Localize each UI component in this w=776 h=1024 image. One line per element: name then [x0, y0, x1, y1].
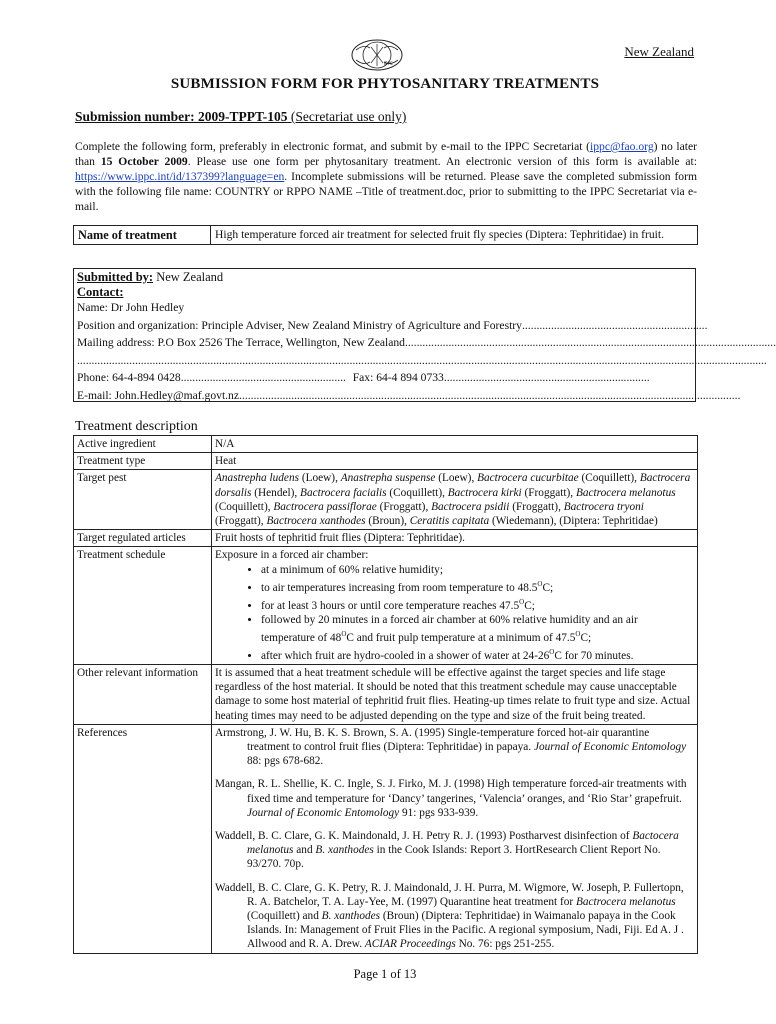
- list-item: Waddell, B. C. Clare, G. K. Petry, R. J. Maindonald, J. H. Purra, M. Wigmore, W. Joseph, P. Fullertopn, R. A. Batchelor, T. A. Lay-Yee, M. (1997) Quarantine heat treatment for Bactrocera melanotus (Coquillett) and B. xanthodes (Broun) (Diptera: Tephritidae) in Waimanalo papaya in the Cook Islands. In: Management of Fruit Flies in the Pacific. A regional symposium, Nadi, Fiji. Ed A. J . Allwood and R. A. Drew. ACIAR Proceedings No. 76: pgs 251-255.: [215, 881, 684, 951]
- treatment-schedule-label: Treatment schedule: [74, 547, 212, 664]
- active-ingredient-label: Active ingredient: [74, 436, 212, 453]
- submitted-by-label: Submitted by:: [77, 270, 154, 284]
- instructions-paragraph: Complete the following form, preferably in electronic format, and submit by e-mail to the IPPC Secretariat (ippc@fao.org) no later than 15 October 2009. Please use one form per phytosanitary treatment. An electronic version of this form is available at: https://www.ippc.int/id/137399?language=en. Incomplete submissions will be returned. Please save the completed submission form with the following file name: COUNTRY or RPPO NAME –Title of treatment.doc, prior to submitting to the IPPC Secretariat via e-mail.: [75, 140, 698, 213]
- list-item: • for at least 3 hours or until core temperature reaches $47.5^OC$;: [261, 595, 694, 613]
- other-info-label: Other relevant information: [74, 664, 212, 724]
- list-item: Mangan, R. L. Shellie, K. C. Ingle, S. J. Firko, M. J. (1998) High temperature forced-air treatments with fixed time and temperature for ‘Dancy’ tangerines, ‘Valencia’ oranges, and ‘Rio Star’ grapefruit. Journal of Economic Entomology 91: pgs 933-939.: [215, 778, 687, 819]
- contact-mailing-address: Mailing address: P.O Box 2526 The Terrace, Wellington, New Zealand: [77, 336, 405, 349]
- contact-email: E-mail: John.Hedley@maf.govt.nz: [77, 388, 240, 402]
- list-item: • at a minimum of 60% relative humidity;: [261, 563, 694, 577]
- schedule-list: [215, 563, 694, 663]
- contact-fax: Fax: 64-4 894 0733: [352, 371, 444, 384]
- contact-label: Contact:: [77, 284, 124, 299]
- contact-phone: Phone: 64-4-894 0428: [77, 371, 181, 384]
- active-ingredient-value: N/A: [212, 436, 698, 453]
- page-number: Page 1 of 13: [353, 967, 417, 981]
- form-title: SUBMISSION FORM FOR PHYTOSANITARY TREATMENTS: [170, 76, 600, 92]
- references-value: [212, 724, 698, 953]
- treatment-type-value: Heat: [212, 453, 698, 470]
- treatment-type-label: Treatment type: [74, 453, 212, 470]
- treatment-name-label: Name of treatment: [74, 226, 211, 245]
- list-item: • after which fruit are hydro-cooled in a shower of water at $24-26^OC$ for 70 minutes.: [261, 645, 694, 663]
- target-regulated-articles-value: Fruit hosts of tephritid fruit flies (Diptera: Tephritidae).: [212, 530, 698, 547]
- submitted-by-section: Submitted by: New Zealand Contact: Name: Dr John Hedley Position and organization: Principle Adviser, New Zealand Ministry of Agriculture and Forestry ................................................................ Mailing address: P.O Box 2526 The Terrace, Wellington, New Zealand ................................................................................................................................ .............................................................................................................................................................................................................................................. Phone: 64-4-894 0428 ......................................................... Fax: 64-4 894 0733 ....................................................................... E-mail: John.Hedley@maf.govt.nz .............................................................................................................................................................................: [73, 268, 696, 402]
- contact-name: Name: Dr John Hedley: [77, 301, 185, 314]
- references-label: References: [74, 724, 212, 953]
- list-item: Waddell, B. C. Clare, G. K. Maindonald, J. H. Petry R. J. (1993) Postharvest disinfection of Bactocera melanotus and B. xanthodes in the Cook Islands: Report 3. HortResearch Client Report No. 93/270. 70p.: [215, 829, 679, 871]
- target-regulated-articles-label: Target regulated articles: [74, 530, 212, 547]
- email-link[interactable]: ippc@fao.org: [590, 140, 654, 153]
- list-item: • to air temperatures increasing from room temperature to $48.5^OC$;: [261, 577, 694, 595]
- svg-text:IPPC: IPPC: [384, 61, 393, 66]
- ippc-logo-icon: [350, 38, 404, 72]
- treatment-schedule-value: Exposure in a forced air chamber: • at a minimum of 60% relative humidity; • to air temperatures increasing from room temperature to $48.5^OC$; • for at least 3 hours or until core temperature reaches $47.5^OC$; • followed by 20 minutes in a forced air chamber at 60% relative humidity and an air temperature of $48^OC$ and fruit pulp temperature at a minimum of $47.5^OC$; • after which fruit are hydro-cooled in a shower of water at $24-26^OC$ for 70 minutes.: [212, 547, 698, 664]
- treatment-description-heading: Treatment description: [75, 419, 198, 434]
- contact-position: Position and organization: Principle Adviser, New Zealand Ministry of Agriculture and Forestry: [77, 318, 522, 332]
- country-label: New Zealand: [624, 44, 694, 59]
- treatment-description-table: [73, 435, 698, 954]
- form-url-link[interactable]: https://www.ippc.int/id/137399?language=en: [75, 170, 285, 183]
- list-item: • followed by 20 minutes in a forced air chamber at 60% relative humidity and an air temperature of $48^OC$ and fruit pulp temperature at a minimum of $47.5^OC$;: [261, 613, 694, 645]
- treatment-name-value: High temperature forced air treatment for selected fruit fly species (Diptera: Tephritidae) in fruit.: [211, 226, 698, 245]
- target-pest-value: Anastrepha ludens (Loew), Anastrepha suspense (Loew), Bactrocera cucurbitae (Coquillett), Bactrocera dorsalis (Hendel), Bactrocera facialis (Coquillett), Bactrocera kirki (Froggatt), Bactrocera melanotus (Coquillett), Bactrocera passiflorae (Froggatt), Bactrocera psidii (Froggatt), Bactrocera tryoni (Froggatt), Bactrocera xanthodes (Broun), Ceratitis capitata (Wiedemann), (Diptera: Tephritidae): [212, 470, 698, 530]
- submitted-by-value: New Zealand: [153, 270, 224, 284]
- target-pest-label: Target pest: [74, 470, 212, 530]
- list-item: Armstrong, J. W. Hu, B. K. S. Brown, S. A. (1995) Single-temperature forced hot-air quarantine treatment to control fruit flies (Diptera: Tephritidae) in papaya. Journal of Economic Entomology 88: pgs 678-682.: [215, 726, 687, 768]
- treatment-name-table: [73, 225, 698, 245]
- other-info-value: It is assumed that a heat treatment schedule will be effective against the target species and life stage regardless of the host material. It should be noted that this treatment schedule may cause unacceptable damage to some host material of tephritid fruit flies. Heating-up times relate to fruit type and size. Actual heating times may need to be adjusted depending on the type and size of the fruit being treated.: [212, 664, 698, 724]
- submission-number: Submission number: 2009-TPPT-105 (Secretariat use only): [75, 109, 407, 124]
